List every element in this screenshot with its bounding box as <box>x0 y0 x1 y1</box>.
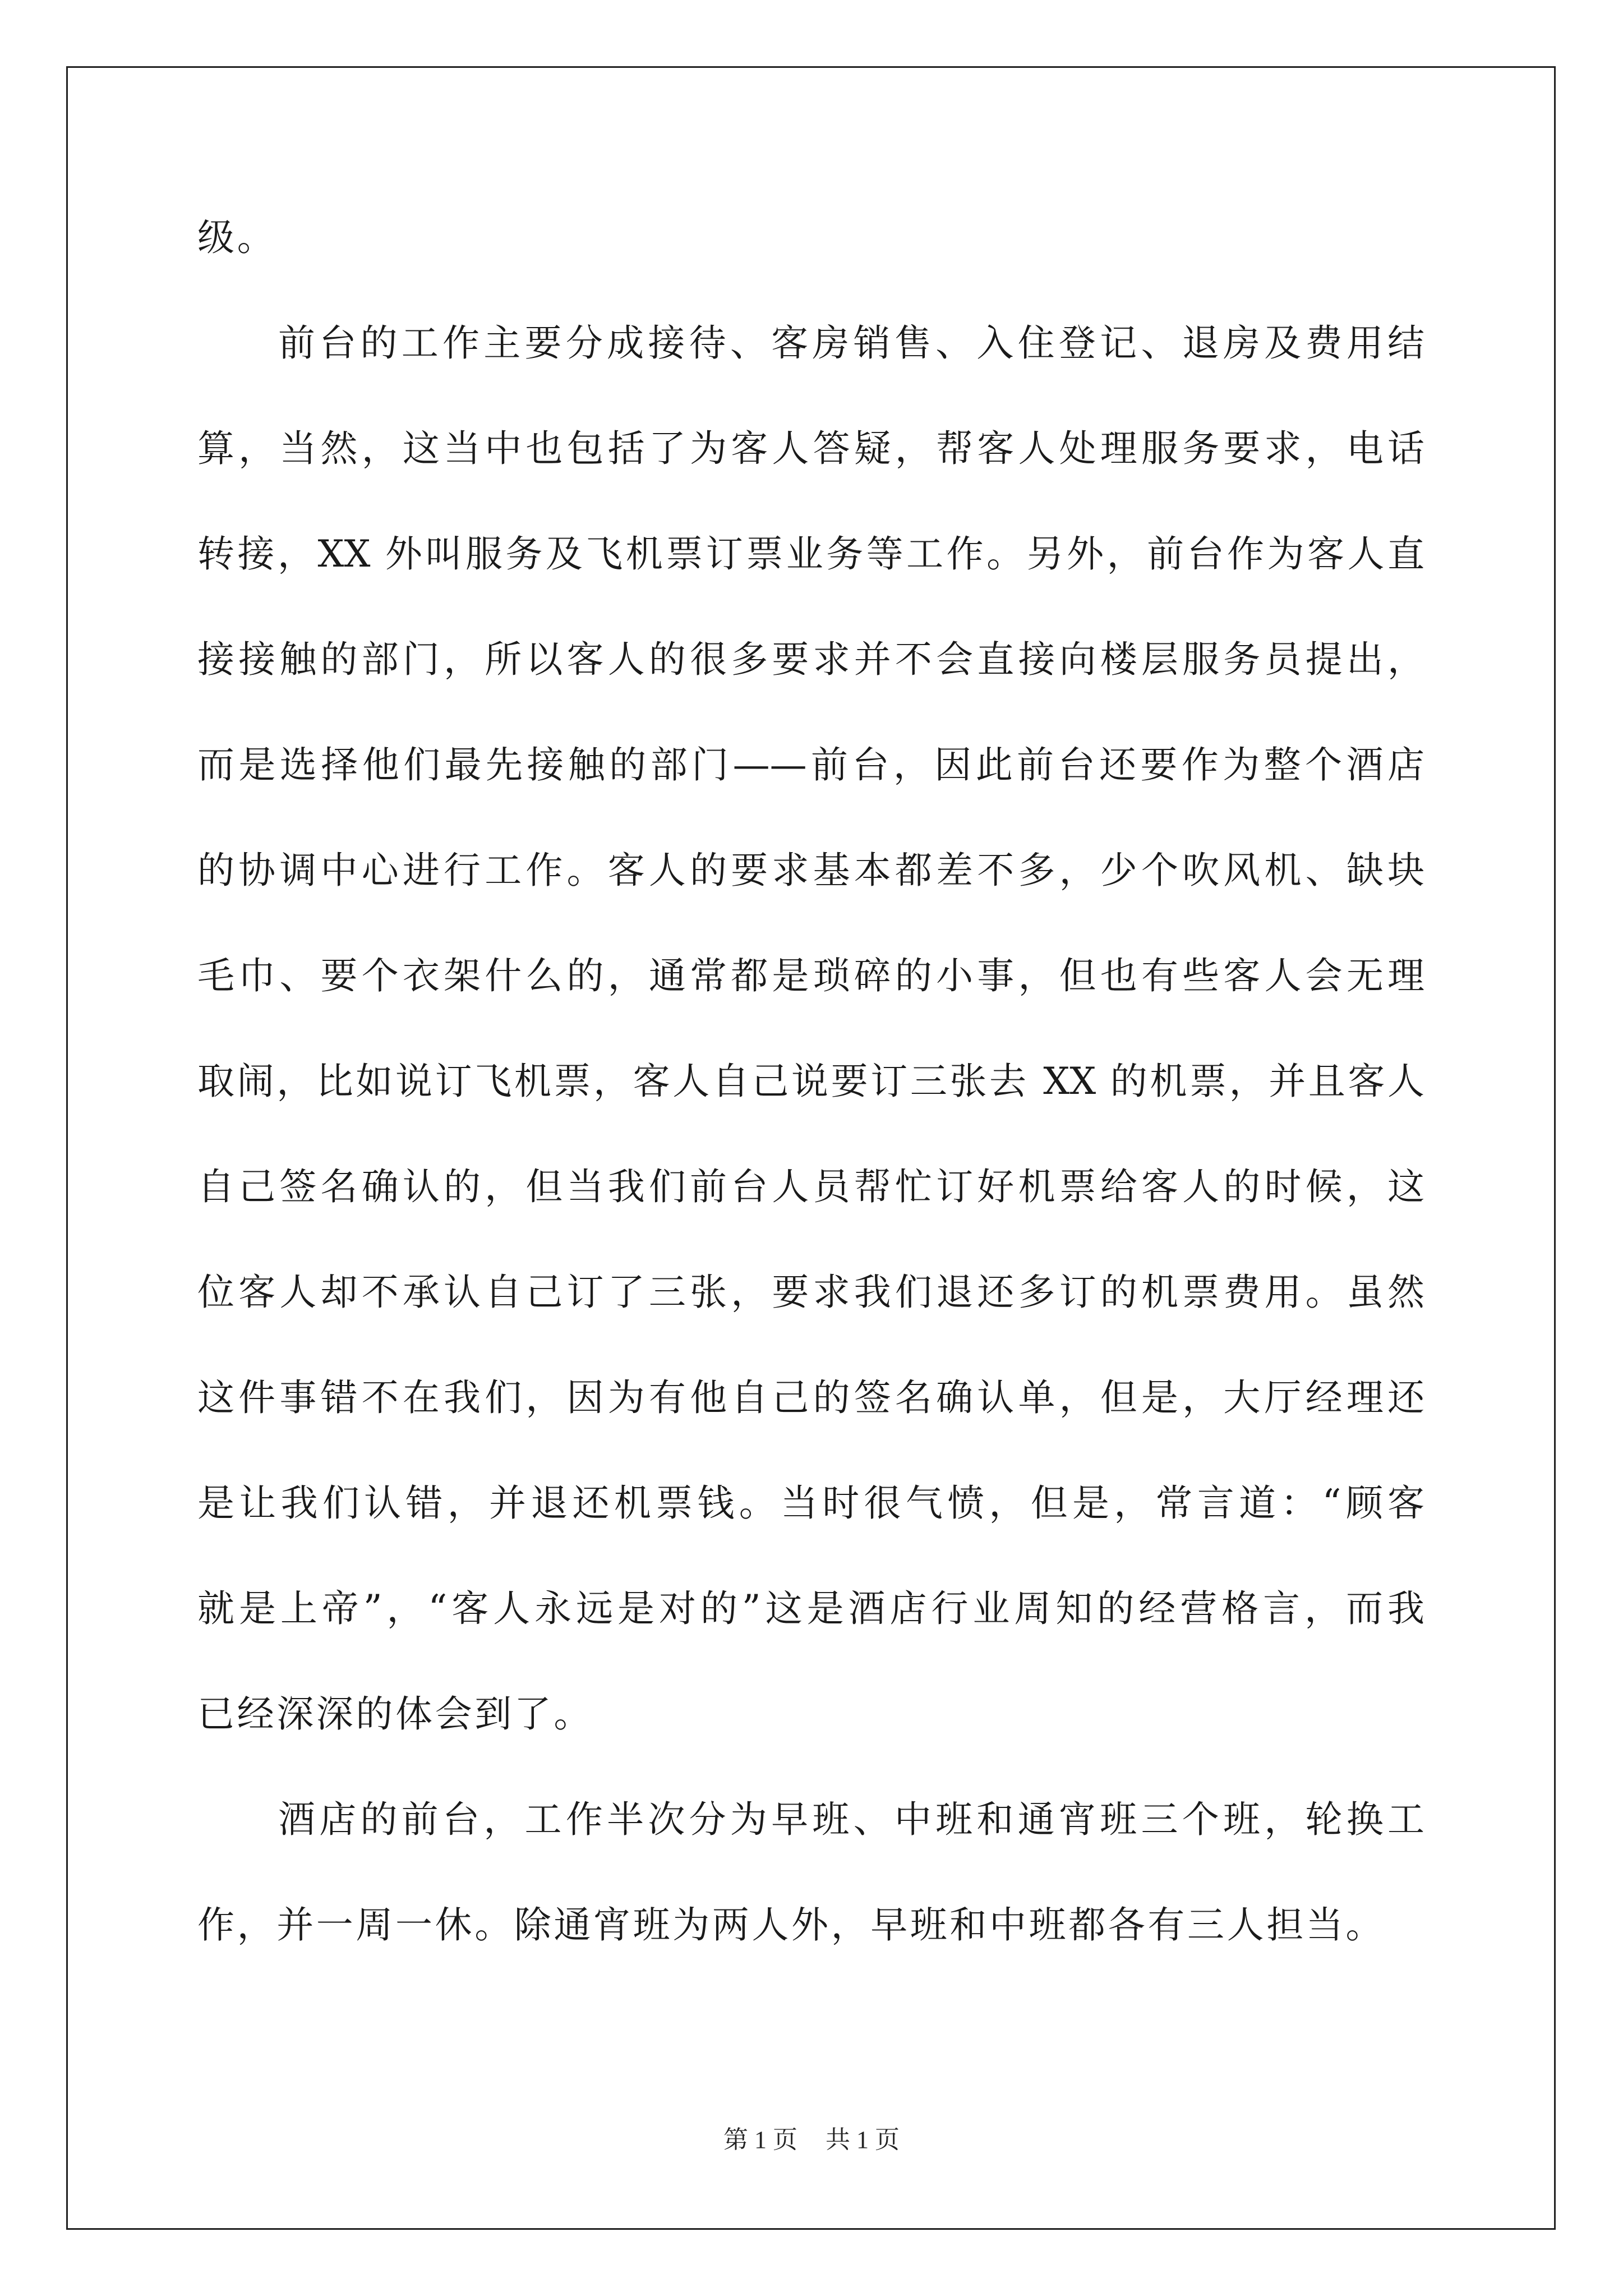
text-line: 接接触的部门，所以客人的很多要求并不会直接向楼层服务员提出， <box>197 638 1424 681</box>
text-line: 毛巾、要个衣架什么的，通常都是琐碎的小事，但也有些客人会无理 <box>197 954 1424 997</box>
text-line: 前台的工作主要分成接待、客房销售、入住登记、退房及费用结 <box>278 321 1424 365</box>
page-number-current: 第 1 页 <box>723 2126 797 2154</box>
text-line: 就是上帝”，“客人永远是对的”这是酒店行业周知的经营格言，而我 <box>197 1587 1424 1630</box>
text-line: 级。 <box>197 216 277 259</box>
document-body <box>197 185 1424 1978</box>
text-line: 的协调中心进行工作。客人的要求基本都差不多，少个吹风机、缺块 <box>197 849 1424 892</box>
text-line: 转接，XX 外叫服务及飞机票订票业务等工作。另外，前台作为客人直 <box>197 532 1424 576</box>
text-line: 酒店的前台，工作半次分为早班、中班和通宵班三个班，轮换工 <box>278 1798 1424 1841</box>
text-line: 位客人却不承认自己订了三张，要求我们退还多订的机票费用。虽然 <box>197 1271 1424 1314</box>
text-line: 已经深深的体会到了。 <box>197 1692 593 1736</box>
text-line: 这件事错不在我们，因为有他自己的签名确认单，但是，大厅经理还 <box>197 1376 1424 1419</box>
text-line: 而是选择他们最先接触的部门——前台，因此前台还要作为整个酒店 <box>197 743 1424 786</box>
text-line: 是让我们认错，并退还机票钱。当时很气愤，但是，常言道：“顾客 <box>197 1481 1424 1525</box>
text-line: 取闹，比如说订飞机票，客人自己说要订三张去 XX 的机票，并且客人 <box>197 1060 1424 1103</box>
page-footer <box>0 2119 1623 2155</box>
page-number-total: 共 1 页 <box>826 2126 900 2154</box>
text-line: 自己签名确认的，但当我们前台人员帮忙订好机票给客人的时候，这 <box>197 1165 1424 1208</box>
text-line: 作，并一周一休。除通宵班为两人外，早班和中班都各有三人担当。 <box>197 1903 1385 1947</box>
text-line: 算，当然，这当中也包括了为客人答疑，帮客人处理服务要求，电话 <box>197 427 1424 470</box>
